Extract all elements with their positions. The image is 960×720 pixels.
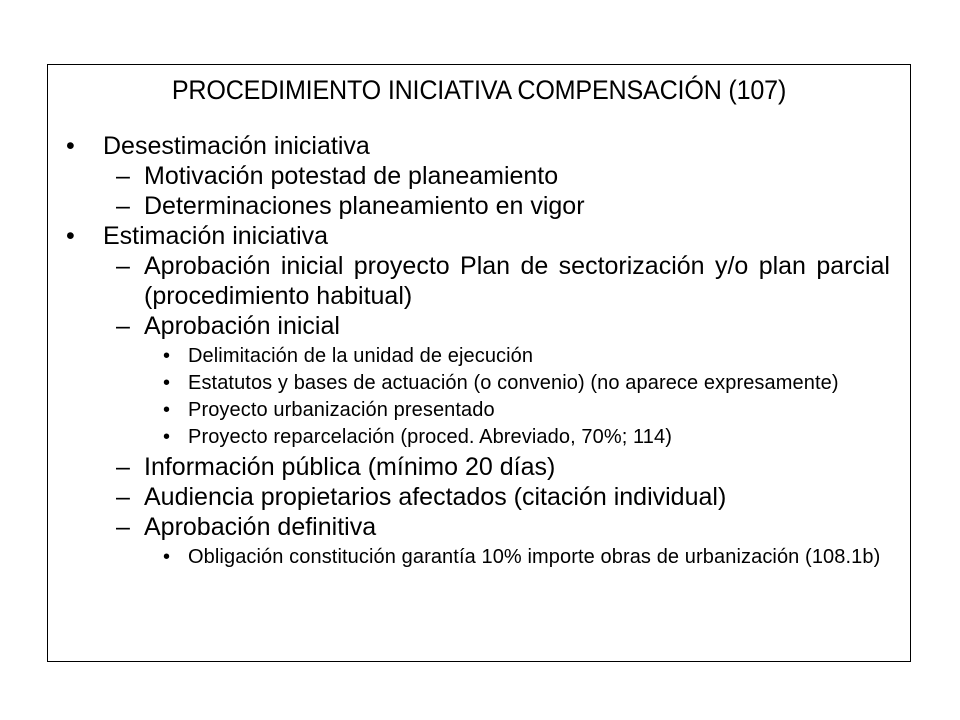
bullet-text: Obligación constitución garantía 10% importe obras de urbanización (108.1b) (188, 546, 881, 568)
bullet-marker: • (66, 132, 75, 160)
bullet-item (48, 161, 910, 191)
dash-marker: – (116, 252, 130, 280)
bullet-text: Aprobación definitiva (144, 513, 377, 541)
bullet-item (48, 251, 910, 311)
slide-frame (47, 64, 911, 662)
sub-bullet-item (48, 425, 910, 449)
bullet-text: Estimación iniciativa (103, 222, 329, 250)
bullet-item (48, 452, 910, 482)
bullet-text: Estatutos y bases de actuación (o convenio) (no aparece expresamente) (188, 372, 839, 394)
slide-title: PROCEDIMIENTO INICIATIVA COMPENSACIÓN (107) (171, 75, 787, 105)
sub-bullet-item (48, 398, 910, 422)
bullet-item (48, 221, 910, 251)
dash-marker: – (116, 162, 130, 190)
bullet-text: Desestimación iniciativa (103, 132, 370, 160)
bullet-text: Aprobación inicial (144, 312, 340, 340)
bullet-marker: • (66, 222, 75, 250)
bullet-marker: • (163, 372, 171, 394)
bullet-text: Determinaciones planeamiento en vigor (144, 192, 585, 220)
bullet-item (48, 311, 910, 341)
bullet-marker: • (163, 426, 171, 448)
bullet-item (48, 482, 910, 512)
bullet-text: Información pública (mínimo 20 días) (144, 453, 556, 481)
bullet-text: Audiencia propietarios afectados (citación individual) (144, 483, 727, 511)
sub-bullet-item (48, 344, 910, 368)
sub-bullet-item (48, 545, 910, 569)
dash-marker: – (116, 453, 130, 481)
dash-marker: – (116, 312, 130, 340)
bullet-marker: • (163, 399, 171, 421)
bullet-list (48, 131, 910, 572)
bullet-item (48, 191, 910, 221)
bullet-item (48, 131, 910, 161)
bullet-text: Aprobación inicial proyecto Plan de sectorización y/o plan parcial (procedimiento habitual) (144, 252, 890, 310)
bullet-text: Delimitación de la unidad de ejecución (188, 345, 534, 367)
bullet-marker: • (163, 345, 171, 367)
bullet-text: Proyecto urbanización presentado (188, 399, 495, 421)
bullet-text: Proyecto reparcelación (proced. Abreviado, 70%; 114) (188, 426, 672, 448)
dash-marker: – (116, 483, 130, 511)
bullet-item (48, 512, 910, 542)
dash-marker: – (116, 192, 130, 220)
sub-bullet-item (48, 371, 910, 395)
bullet-marker: • (163, 546, 171, 568)
bullet-text: Motivación potestad de planeamiento (144, 162, 559, 190)
dash-marker: – (116, 513, 130, 541)
